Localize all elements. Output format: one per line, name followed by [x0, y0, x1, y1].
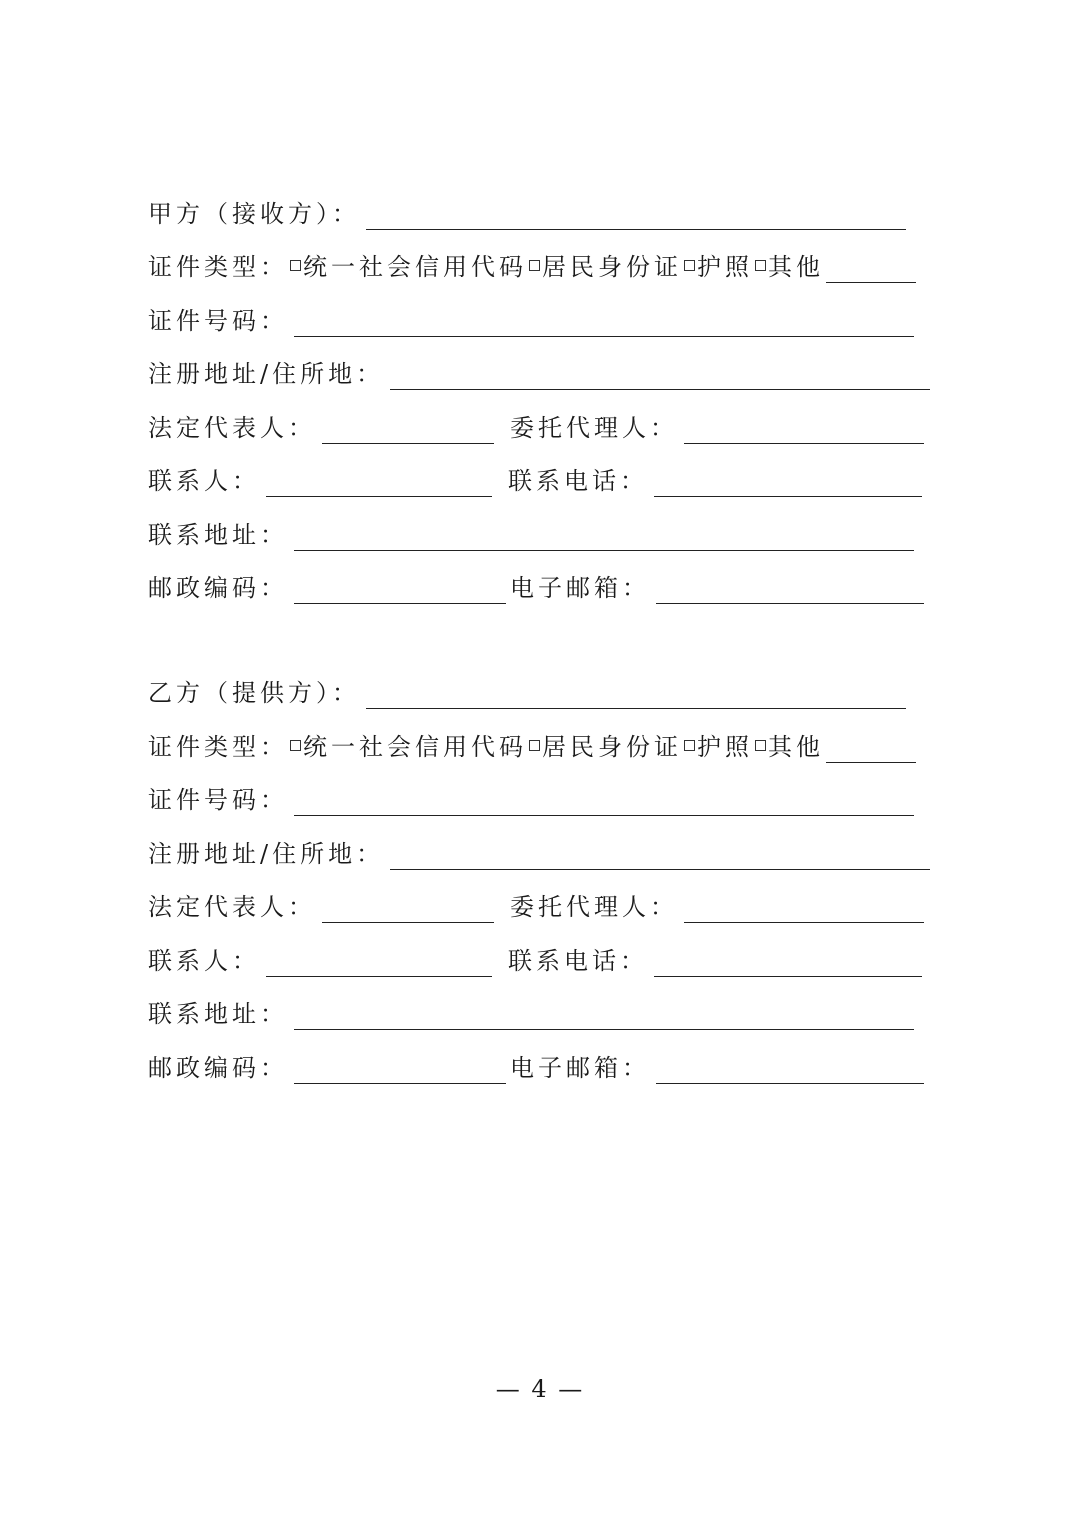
party-b-email-label: 电子邮箱： [510, 1054, 650, 1082]
option-passport: 护照 [697, 253, 753, 281]
party-a-email-label: 电子邮箱： [510, 574, 650, 602]
party-a-postcode-label: 邮政编码： [148, 574, 288, 602]
party-a-agent-field[interactable] [684, 442, 924, 444]
party-a-address-row [148, 350, 930, 390]
party-b-phone-label: 联系电话： [508, 947, 648, 975]
party-a-agent-label: 委托代理人： [510, 414, 678, 442]
party-b-address-row [148, 830, 930, 870]
party-b-postcode-row [148, 1044, 924, 1084]
party-a-phone-label: 联系电话： [508, 467, 648, 495]
party-a-id-number-label: 证件号码： [148, 307, 288, 335]
party-a-contact-address-field[interactable] [294, 549, 914, 551]
party-a-id-type-label: 证件类型： [148, 253, 288, 281]
checkbox-passport[interactable] [684, 740, 695, 751]
party-a-contact-row [148, 457, 922, 497]
party-b-name-field[interactable] [366, 707, 906, 709]
party-a-contact-field[interactable] [266, 495, 492, 497]
option-credit-code: 统一社会信用代码 [303, 733, 527, 761]
party-a-contact-label: 联系人： [148, 467, 260, 495]
option-other: 其他 [768, 253, 824, 281]
party-b-agent-label: 委托代理人： [510, 893, 678, 921]
party-a-phone-field[interactable] [654, 495, 922, 497]
party-b-address-field[interactable] [390, 868, 930, 870]
party-b-phone-field[interactable] [654, 975, 922, 977]
party-b-contact-address-label: 联系地址： [148, 1000, 288, 1028]
party-b-contact-field[interactable] [266, 975, 492, 977]
party-b-title: 乙方（提供方）： [148, 679, 360, 707]
party-a-id-number-field[interactable] [294, 335, 914, 337]
party-b-id-number-field[interactable] [294, 814, 914, 816]
checkbox-credit-code[interactable] [290, 260, 301, 271]
option-passport: 护照 [697, 733, 753, 761]
party-a-rep-row [148, 404, 924, 444]
party-a-legal-rep-field[interactable] [322, 442, 494, 444]
party-b-contact-address-field[interactable] [294, 1028, 914, 1030]
party-a-name-field[interactable] [366, 228, 906, 230]
party-b-rep-row [148, 883, 924, 923]
page-number: — 4 — [495, 1375, 585, 1403]
party-b-email-field[interactable] [656, 1082, 924, 1084]
party-a-contact-address-row [148, 511, 914, 551]
party-a-title: 甲方（接收方）： [148, 200, 360, 228]
party-a-postcode-row [148, 564, 924, 604]
party-b-id-type-options [288, 735, 824, 763]
party-b-id-number-row [148, 776, 914, 816]
party-a-address-field[interactable] [390, 388, 930, 390]
party-a-title-row [148, 190, 906, 230]
party-a-id-type-options [288, 255, 824, 283]
party-b-id-type-label: 证件类型： [148, 733, 288, 761]
option-id-card: 居民身份证 [542, 733, 682, 761]
party-b-contact-label: 联系人： [148, 947, 260, 975]
party-b-contact-address-row [148, 990, 914, 1030]
party-a-contact-address-label: 联系地址： [148, 521, 288, 549]
party-a-other-type-field[interactable] [826, 281, 916, 283]
checkbox-other[interactable] [755, 740, 766, 751]
party-a-email-field[interactable] [656, 602, 924, 604]
option-id-card: 居民身份证 [542, 253, 682, 281]
party-b-postcode-field[interactable] [294, 1082, 506, 1084]
party-a-legal-rep-label: 法定代表人： [148, 414, 316, 442]
checkbox-other[interactable] [755, 260, 766, 271]
party-b-contact-row [148, 937, 922, 977]
party-b-agent-field[interactable] [684, 921, 924, 923]
party-a-id-number-row [148, 297, 914, 337]
checkbox-id-card[interactable] [529, 740, 540, 751]
party-b-address-label: 注册地址/住所地： [148, 840, 385, 868]
option-other: 其他 [768, 733, 824, 761]
party-a-address-label: 注册地址/住所地： [148, 360, 385, 388]
party-b-legal-rep-field[interactable] [322, 921, 494, 923]
checkbox-id-card[interactable] [529, 260, 540, 271]
party-b-other-type-field[interactable] [826, 761, 916, 763]
party-b-legal-rep-label: 法定代表人： [148, 893, 316, 921]
checkbox-passport[interactable] [684, 260, 695, 271]
party-b-postcode-label: 邮政编码： [148, 1054, 288, 1082]
option-credit-code: 统一社会信用代码 [303, 253, 527, 281]
party-b-title-row [148, 669, 906, 709]
party-b-id-type-row [148, 723, 916, 763]
party-b-id-number-label: 证件号码： [148, 786, 288, 814]
checkbox-credit-code[interactable] [290, 740, 301, 751]
party-a-id-type-row [148, 243, 916, 283]
party-a-postcode-field[interactable] [294, 602, 506, 604]
